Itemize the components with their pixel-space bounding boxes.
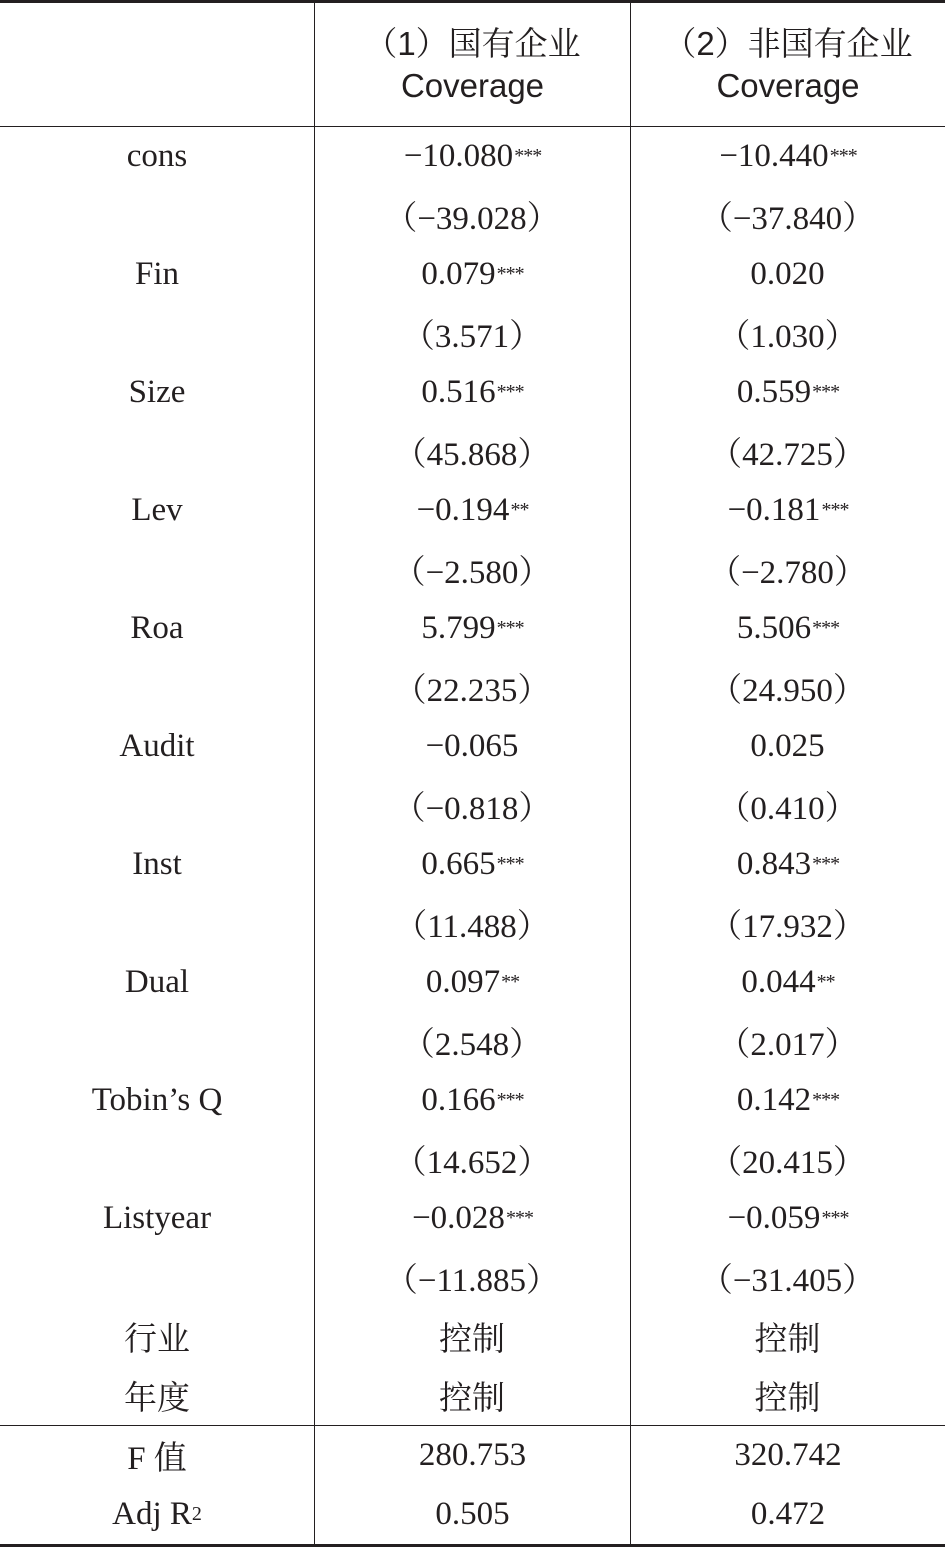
table-row (0, 1130, 945, 1189)
row-label (0, 835, 314, 894)
row-col-1 (314, 776, 630, 835)
row-col-1-value: 控制 (439, 1381, 505, 1417)
row-label (0, 304, 314, 363)
row-col-2-value: （20.415） (709, 1145, 866, 1181)
adj-r2-col-2: 0.472 (630, 1485, 945, 1544)
table-row (0, 422, 945, 481)
row-col-2 (630, 776, 945, 835)
row-col-1-value: （45.868） (393, 437, 551, 473)
row-col-1 (314, 1248, 630, 1307)
row-col-1 (314, 1012, 630, 1071)
row-col-2-value: −0.059 (727, 1200, 821, 1236)
row-col-1 (314, 1130, 630, 1189)
row-col-1 (314, 1071, 630, 1130)
row-label (0, 894, 314, 953)
f-stat-label: F 值 (127, 1441, 187, 1477)
adj-r2-row (0, 1485, 945, 1547)
row-col-1 (314, 304, 630, 363)
table-row (0, 953, 945, 1012)
row-col-1 (314, 540, 630, 599)
row-col-1-value: −0.065 (425, 728, 519, 764)
row-label-value: cons (126, 138, 188, 174)
table-row (0, 1307, 945, 1366)
header-col-1 (314, 3, 630, 126)
row-col-1-value: （22.235） (393, 673, 551, 709)
row-col-1-value: （−0.818） (392, 791, 552, 827)
table-row (0, 481, 945, 540)
row-col-2 (630, 1189, 945, 1248)
significance-stars: *** (812, 853, 840, 875)
table-row (0, 186, 945, 245)
table-row (0, 835, 945, 894)
header-col-1-sub: Coverage (400, 66, 545, 104)
significance-stars: ** (816, 971, 835, 993)
f-stat-col-1: 280.753 (314, 1426, 630, 1485)
row-col-2-value: （2.017） (717, 1027, 858, 1063)
adj-r2-label: Adj R (112, 1496, 192, 1532)
row-col-1 (314, 363, 630, 422)
header-stub (0, 3, 314, 126)
significance-stars: *** (505, 1207, 533, 1229)
row-col-2-value: （−2.780） (708, 555, 867, 591)
row-col-2-value: （24.950） (709, 673, 866, 709)
adj-r2-label-cell (0, 1485, 314, 1544)
row-label (0, 658, 314, 717)
significance-stars: *** (829, 145, 857, 167)
row-col-2-value: 0.142 (736, 1082, 812, 1118)
row-label-value: 行业 (124, 1322, 190, 1358)
significance-stars: *** (821, 499, 849, 521)
row-col-1-value: 5.799 (421, 610, 496, 646)
row-col-1 (314, 127, 630, 186)
significance-stars: *** (812, 381, 840, 403)
row-label (0, 1071, 314, 1130)
table-row (0, 1012, 945, 1071)
row-col-1-value: 0.516 (421, 374, 496, 410)
row-col-1-value: 控制 (439, 1322, 505, 1358)
row-col-1 (314, 717, 630, 776)
row-col-2-value: −10.440 (719, 138, 829, 174)
row-col-1 (314, 245, 630, 304)
row-label-value: Fin (134, 256, 180, 292)
row-col-2 (630, 186, 945, 245)
adj-r2-col-1: 0.505 (314, 1485, 630, 1544)
row-col-2-value: （−31.405） (699, 1263, 876, 1299)
row-col-1-value: （14.652） (393, 1145, 551, 1181)
header-col-2-title: （2）非国有企业 (663, 24, 913, 62)
row-col-1 (314, 953, 630, 1012)
row-col-1-value: （−2.580） (392, 555, 552, 591)
significance-stars: *** (812, 1089, 840, 1111)
table-row (0, 1189, 945, 1248)
table-row (0, 363, 945, 422)
row-label (0, 1130, 314, 1189)
significance-stars: *** (496, 1089, 524, 1111)
row-col-1-value: 0.665 (421, 846, 496, 882)
table-row (0, 540, 945, 599)
row-col-1-value: −10.080 (403, 138, 514, 174)
row-label (0, 776, 314, 835)
row-col-2-value: 0.559 (736, 374, 812, 410)
header-col-1-title: （1）国有企业 (364, 24, 581, 62)
row-col-1 (314, 481, 630, 540)
significance-stars: *** (496, 853, 524, 875)
row-label (0, 127, 314, 186)
row-col-1-value: −0.028 (412, 1200, 505, 1236)
significance-stars: *** (514, 145, 542, 167)
row-col-2-value: （42.725） (709, 437, 866, 473)
row-label-value: Listyear (102, 1200, 212, 1236)
table-row (0, 1071, 945, 1130)
row-col-2 (630, 127, 945, 186)
header-col-2-sub: Coverage (716, 66, 860, 104)
row-label (0, 481, 314, 540)
row-col-1 (314, 186, 630, 245)
row-col-2 (630, 835, 945, 894)
row-col-2 (630, 540, 945, 599)
row-label-value: Inst (132, 846, 182, 882)
row-col-1 (314, 1189, 630, 1248)
table-header-row (0, 3, 945, 127)
row-col-1 (314, 422, 630, 481)
row-col-2 (630, 1248, 945, 1307)
row-label-value: Dual (124, 964, 190, 1000)
table-row (0, 304, 945, 363)
header-col-2 (630, 3, 945, 126)
row-col-2 (630, 481, 945, 540)
significance-stars: *** (812, 617, 840, 639)
row-col-1-value: 0.166 (421, 1082, 496, 1118)
row-label (0, 1248, 314, 1307)
row-col-2-value: （0.410） (717, 791, 858, 827)
row-col-2-value: （17.932） (709, 909, 866, 945)
row-col-1-value: 0.079 (421, 256, 496, 292)
significance-stars: *** (496, 263, 524, 285)
row-col-2 (630, 894, 945, 953)
row-col-2 (630, 1012, 945, 1071)
significance-stars: ** (501, 971, 520, 993)
row-col-2-value: （1.030） (717, 319, 858, 355)
row-col-1-value: （−39.028） (384, 201, 560, 237)
row-label (0, 1012, 314, 1071)
row-label (0, 1307, 314, 1366)
row-col-2-value: 0.044 (741, 964, 816, 1000)
table-row (0, 599, 945, 658)
row-col-1 (314, 658, 630, 717)
row-label-value: Roa (130, 610, 184, 646)
row-label-value: Lev (131, 492, 183, 528)
row-col-2 (630, 1130, 945, 1189)
row-col-2-value: （−37.840） (699, 201, 876, 237)
table-row (0, 776, 945, 835)
table-row (0, 717, 945, 776)
row-label (0, 599, 314, 658)
adj-r2-superscript: 2 (191, 1503, 202, 1525)
row-col-2 (630, 422, 945, 481)
table-row (0, 1366, 945, 1425)
row-label (0, 245, 314, 304)
row-col-2 (630, 363, 945, 422)
row-col-2-value: 控制 (754, 1381, 821, 1417)
row-col-1-value: 0.097 (425, 964, 501, 1000)
row-col-2 (630, 717, 945, 776)
row-col-2 (630, 304, 945, 363)
row-label-value: Tobin’s Q (91, 1082, 223, 1118)
row-col-1-value: （11.488） (394, 909, 550, 945)
f-stat-row (0, 1425, 945, 1485)
row-col-2 (630, 245, 945, 304)
row-label (0, 717, 314, 776)
row-col-1-value: （−11.885） (384, 1263, 560, 1299)
table-row (0, 894, 945, 953)
row-label-value: Audit (119, 728, 195, 764)
row-col-2 (630, 1071, 945, 1130)
row-label (0, 422, 314, 481)
row-label (0, 1366, 314, 1425)
row-col-1 (314, 599, 630, 658)
row-label-value: 年度 (124, 1381, 190, 1417)
row-col-2-value: 0.020 (750, 256, 825, 292)
row-col-1-value: −0.194 (416, 492, 510, 528)
row-label (0, 953, 314, 1012)
table-row (0, 658, 945, 717)
table-row (0, 245, 945, 304)
significance-stars: *** (821, 1207, 849, 1229)
row-col-1 (314, 1307, 630, 1366)
table-body (0, 127, 945, 1425)
row-col-2 (630, 599, 945, 658)
row-label (0, 363, 314, 422)
f-stat-col-2: 320.742 (630, 1426, 945, 1485)
significance-stars: *** (496, 617, 524, 639)
row-col-1-value: （2.548） (401, 1027, 543, 1063)
table-row (0, 127, 945, 186)
row-col-1 (314, 894, 630, 953)
row-col-1 (314, 1366, 630, 1425)
row-label (0, 540, 314, 599)
row-col-2 (630, 658, 945, 717)
row-col-2 (630, 953, 945, 1012)
row-col-2-value: 5.506 (736, 610, 812, 646)
row-label (0, 1189, 314, 1248)
significance-stars: ** (510, 499, 529, 521)
row-col-2-value: −0.181 (727, 492, 821, 528)
table-row (0, 1248, 945, 1307)
row-col-2 (630, 1366, 945, 1425)
significance-stars: *** (496, 381, 524, 403)
row-col-2-value: 控制 (754, 1322, 821, 1358)
row-col-2-value: 0.843 (736, 846, 812, 882)
row-label (0, 186, 314, 245)
row-col-1 (314, 835, 630, 894)
row-label-value: Size (128, 374, 186, 410)
row-col-2-value: 0.025 (750, 728, 825, 764)
row-col-1-value: （3.571） (401, 319, 543, 355)
row-col-2 (630, 1307, 945, 1366)
